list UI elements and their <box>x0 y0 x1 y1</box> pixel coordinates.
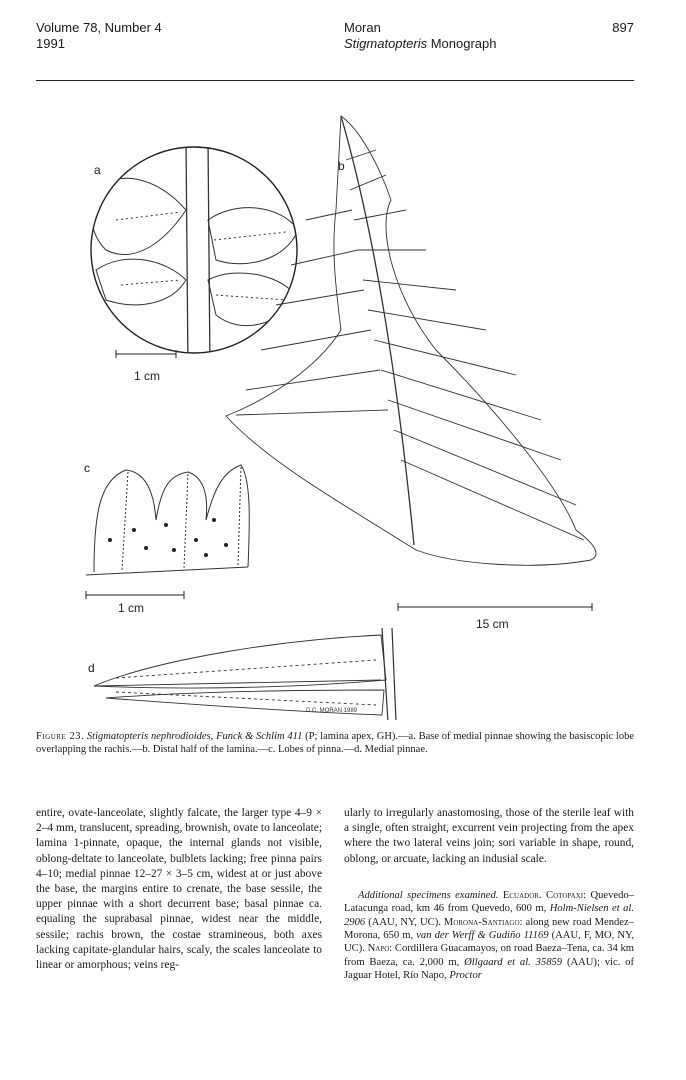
author-name: Moran <box>344 20 381 35</box>
sori-dots <box>108 518 228 557</box>
panel-label-c: c <box>84 461 90 475</box>
body-column-left <box>36 806 322 973</box>
caption-species: Stigmatopteris nephrodioides <box>86 731 211 742</box>
fern-drawing <box>36 100 634 720</box>
collector-morona: van der Werff & Gudiño 11169 <box>416 930 549 942</box>
caption-text: (P; lamina apex, GH).—a. Base of medial pinnae showing the basiscopic lobe overlapping the rachis.—b. Distal half of the lamina.—c. Lobes of pinna.—d. Medial pinnae. <box>36 731 635 755</box>
province-morona: Morona-Santiago: <box>443 916 523 928</box>
specimens-examined: Additional specimens examined. Ecuador. Cotopaxi: Quevedo–Latacunga road, km 46 from Quevedo, 600 m, Holm-Nielsen et al. 2906 (AAU, NY, UC). Morona-Santiago: along new road Mendez–Morona, 650 m, van der Werff & Gudiño 11169 (AAU, F, MO, NY, UC). Napo: Cordillera Guacamayos, on road Baeza–Tena, ca. 34 km from Baeza, ca. 2,000 m, Øllgaard et al. 35859 (AAU); vic. of Jaguar Hotel, Río Napo, Proctor <box>344 889 635 982</box>
journal-info <box>36 20 162 52</box>
body-column-right <box>344 806 634 983</box>
scale-label-a: 1 cm <box>134 369 161 383</box>
province-cotopaxi: Cotopaxi: <box>546 889 587 901</box>
country-name: Ecuador. <box>502 889 542 901</box>
collector-napo: Øllgaard et al. 35859 <box>464 956 563 968</box>
pinna-base-detail <box>91 140 298 370</box>
header-rule <box>36 80 634 81</box>
specimens-heading: Additional specimens examined. <box>358 889 499 901</box>
province-napo: Napo: <box>367 943 393 955</box>
volume-number: Volume 78, Number 4 <box>36 20 162 35</box>
figure-label: Figure 23. <box>36 731 85 742</box>
panel-label-a: a <box>94 163 101 177</box>
year: 1991 <box>36 36 65 51</box>
panel-label-b: b <box>338 159 345 173</box>
description-continued: ularly to irregularly anastomosing, those of the sterile leaf with a single, often straight, excurrent vein projecting from the apex where the two lateral veins join; sori variable in shape, round, oblong, or arcuate, lacking an indusial scale. <box>344 807 634 865</box>
genus-name: Stigmatopteris <box>344 36 428 51</box>
description-text: entire, ovate-lanceolate, slightly falcate, the larger type 4–9 × 2–4 mm, translucent, spreading, brownish, ovate to lanceolate; lamina 1-pinnate, opaque, the internal glands not visible, oblong-deltate to lanceolate, bulblets lacking; free pinna pairs 4–10; medial pinnae 12–27 × 3–5 cm, widest at or just above the base, the margins entire to crenate, the base sessile, the upper pinnae with a short decurrent base; basal pinnae ca. equaling the suprabasal pinnae, widest near the middle, sessile; rachis brown, the costae stramineous, both axes lacking capitate-glandular hairs, scaly, the scales lanceolate to linear or amorphous; veins reg- <box>36 807 322 972</box>
scale-label-b: 15 cm <box>476 617 509 631</box>
page-number: 897 <box>612 20 634 35</box>
illustrator-signature: D.C. MORAN 1989 <box>306 708 358 714</box>
pinna-lobes-detail <box>86 465 249 575</box>
scale-label-c: 1 cm <box>118 601 145 615</box>
figure-23-illustration <box>36 100 634 720</box>
monograph-title <box>344 36 496 52</box>
figure-caption: Figure 23. Stigmatopteris nephrodioides, Funck & Schlim 411 (P; lamina apex, GH).—a. Base of medial pinnae showing the basiscopic lobe overlapping the rachis.—b. Distal half of the lamina.—c. Lobes of pinna.—d. Medial pinnae. <box>36 731 635 755</box>
caption-collector: Funck & Schlim 411 <box>216 731 303 742</box>
lamina-distal-half <box>226 116 596 565</box>
running-title <box>344 20 496 52</box>
collector-cotopaxi: Holm-Nielsen et al. 2906 <box>344 903 634 928</box>
title-rest: Monograph <box>427 36 497 51</box>
medial-pinnae <box>94 628 396 720</box>
running-header <box>36 20 634 56</box>
panel-label-d: d <box>88 661 95 675</box>
collector-proctor: Proctor <box>449 970 482 982</box>
